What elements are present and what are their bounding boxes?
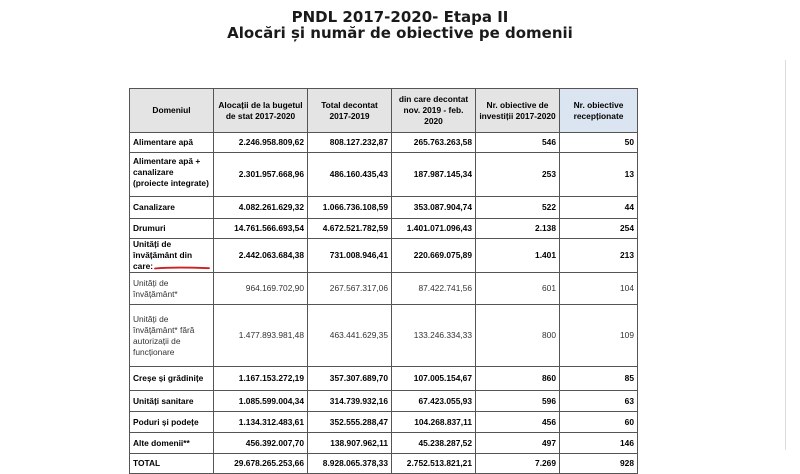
cell-domain: Creșe și grădinițe [130, 367, 214, 391]
cell-allocations: 14.761.566.693,54 [214, 219, 308, 239]
cell-settled-nov-feb: 265.763.263,58 [392, 133, 476, 153]
cell-allocations: 29.678.265.253,66 [214, 454, 308, 474]
table-row [130, 433, 638, 454]
cell-allocations: 1.167.153.272,19 [214, 367, 308, 391]
cell-total-settled: 357.307.689,70 [308, 367, 392, 391]
cell-total-settled: 486.160.435,43 [308, 153, 392, 197]
col-header-domain: Domeniul [130, 89, 214, 133]
cell-objectives: 546 [476, 133, 560, 153]
cell-domain: Drumuri [130, 219, 214, 239]
cell-settled-nov-feb: 220.669.075,89 [392, 239, 476, 273]
cell-total-settled: 4.672.521.782,59 [308, 219, 392, 239]
cell-received: 13 [560, 153, 638, 197]
page-subtitle: Alocări și număr de obiective pe domenii [227, 24, 573, 42]
cell-objectives: 7.269 [476, 454, 560, 474]
cell-total-settled: 463.441.629,35 [308, 305, 392, 367]
cell-objectives: 1.401 [476, 239, 560, 273]
cell-settled-nov-feb: 2.752.513.821,21 [392, 454, 476, 474]
cell-allocations: 456.392.007,70 [214, 433, 308, 454]
cell-allocations: 964.169.702,90 [214, 273, 308, 305]
cell-received: 928 [560, 454, 638, 474]
cell-domain: Canalizare [130, 197, 214, 219]
cell-total-settled: 731.008.946,41 [308, 239, 392, 273]
cell-received: 85 [560, 367, 638, 391]
cell-settled-nov-feb: 107.005.154,67 [392, 367, 476, 391]
cell-objectives: 800 [476, 305, 560, 367]
cell-allocations: 2.442.063.684,38 [214, 239, 308, 273]
cell-received: 254 [560, 219, 638, 239]
cell-allocations: 1.477.893.981,48 [214, 305, 308, 367]
allocations-table [129, 88, 638, 474]
cell-domain: Unități sanitare [130, 391, 214, 412]
table-row [130, 133, 638, 153]
cell-received: 213 [560, 239, 638, 273]
cell-total-settled: 8.928.065.378,33 [308, 454, 392, 474]
cell-allocations: 1.085.599.004,34 [214, 391, 308, 412]
cell-domain: Alimentare apă + canalizare (proiecte integrate) [130, 153, 214, 197]
cell-domain: Alimentare apă [130, 133, 214, 153]
col-header-settled-nov-feb: din care decontat nov. 2019 - feb. 2020 [392, 89, 476, 133]
cell-settled-nov-feb: 353.087.904,74 [392, 197, 476, 219]
cell-objectives: 253 [476, 153, 560, 197]
cell-received: 60 [560, 412, 638, 433]
cell-objectives: 860 [476, 367, 560, 391]
cell-objectives: 601 [476, 273, 560, 305]
cell-total-settled: 314.739.932,16 [308, 391, 392, 412]
cell-settled-nov-feb: 67.423.055,93 [392, 391, 476, 412]
table-row [130, 273, 638, 305]
cell-objectives: 522 [476, 197, 560, 219]
cell-domain: Unități de învățământ* [130, 273, 214, 305]
cell-allocations: 4.082.261.629,32 [214, 197, 308, 219]
cell-total-settled: 267.567.317,06 [308, 273, 392, 305]
cell-total-settled: 1.066.736.108,59 [308, 197, 392, 219]
table-row [130, 391, 638, 412]
col-header-allocations: Alocații de la bugetul de stat 2017-2020 [214, 89, 308, 133]
cell-received: 63 [560, 391, 638, 412]
cell-total-settled: 808.127.232,87 [308, 133, 392, 153]
table-row [130, 219, 638, 239]
table-row [130, 367, 638, 391]
cell-settled-nov-feb: 133.246.334,33 [392, 305, 476, 367]
cell-objectives: 456 [476, 412, 560, 433]
cell-domain: Alte domenii** [130, 433, 214, 454]
cell-domain: Unități de învățământ* fără autorizații de funcționare [130, 305, 214, 367]
cell-allocations: 1.134.312.483,61 [214, 412, 308, 433]
page-title: PNDL 2017-2020- Etapa II [291, 8, 509, 26]
table-total-row [130, 454, 638, 474]
col-header-objectives: Nr. obiective de investiții 2017-2020 [476, 89, 560, 133]
cell-received: 50 [560, 133, 638, 153]
cell-domain: TOTAL [130, 454, 214, 474]
cell-objectives: 2.138 [476, 219, 560, 239]
cell-domain: Poduri și podețe [130, 412, 214, 433]
cell-settled-nov-feb: 87.422.741,56 [392, 273, 476, 305]
cell-settled-nov-feb: 187.987.145,34 [392, 153, 476, 197]
table-row [130, 412, 638, 433]
cell-settled-nov-feb: 1.401.071.096,43 [392, 219, 476, 239]
red-underline-annotation [154, 266, 210, 270]
cell-settled-nov-feb: 104.268.837,11 [392, 412, 476, 433]
col-header-total-settled: Total decontat 2017-2019 [308, 89, 392, 133]
table-row [130, 197, 638, 219]
col-header-received: Nr. obiective recepționate [560, 89, 638, 133]
cell-total-settled: 352.555.288,47 [308, 412, 392, 433]
cell-objectives: 497 [476, 433, 560, 454]
cell-received: 44 [560, 197, 638, 219]
cell-allocations: 2.246.958.809,62 [214, 133, 308, 153]
cell-allocations: 2.301.957.668,96 [214, 153, 308, 197]
cell-received: 104 [560, 273, 638, 305]
cell-received: 146 [560, 433, 638, 454]
cell-domain: Unități de învățământ din care: [130, 239, 214, 273]
cell-total-settled: 138.907.962,11 [308, 433, 392, 454]
page-edge [785, 60, 786, 450]
table-row [130, 153, 638, 197]
cell-objectives: 596 [476, 391, 560, 412]
table-row [130, 305, 638, 367]
cell-received: 109 [560, 305, 638, 367]
table-header-row [130, 89, 638, 133]
cell-settled-nov-feb: 45.238.287,52 [392, 433, 476, 454]
